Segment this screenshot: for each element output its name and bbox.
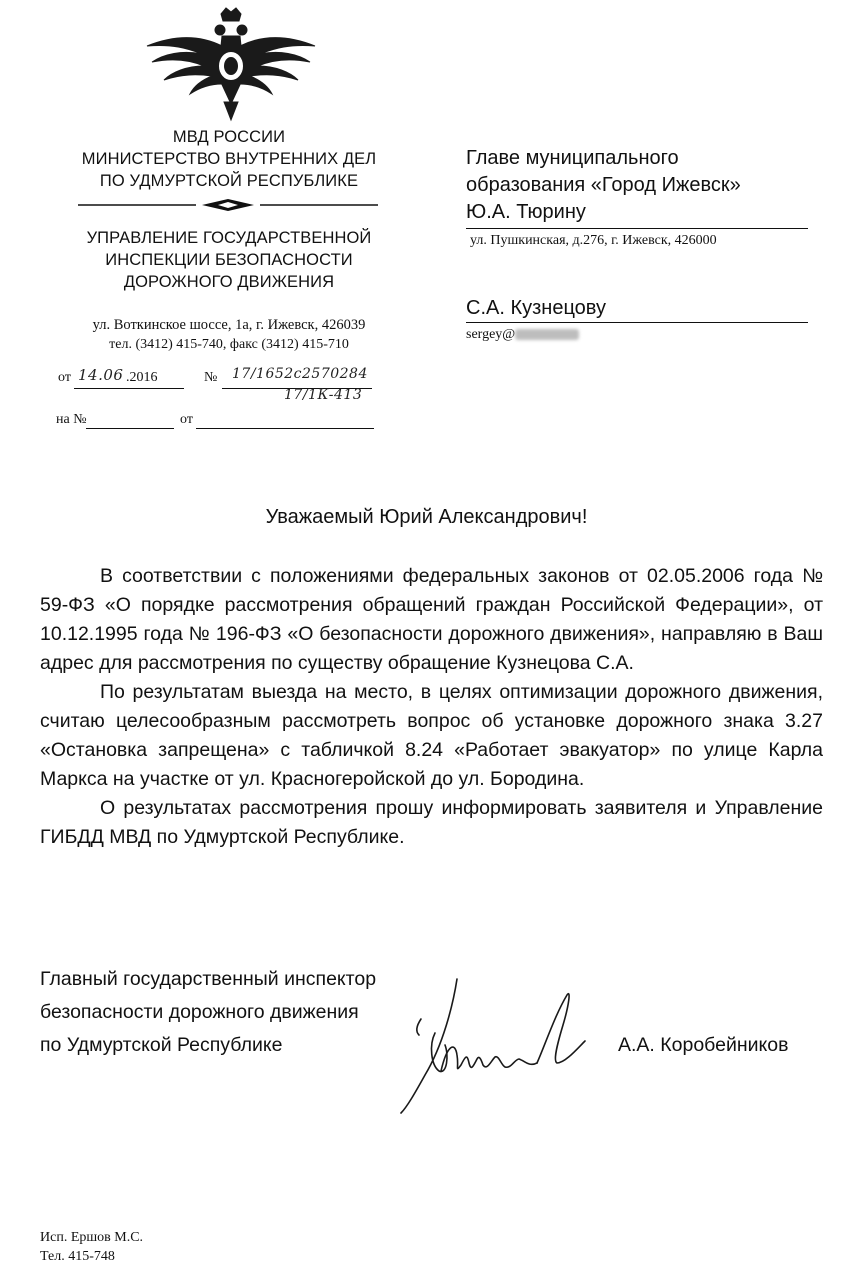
sender-dept-line-1: УПРАВЛЕНИЕ ГОСУДАРСТВЕННОЙ	[86, 229, 372, 247]
recipient-name: Ю.А. Тюрину	[466, 201, 586, 223]
sender-address: ул. Воткинское шоссе, 1а, г. Ижевск, 426039	[92, 317, 366, 333]
copy-recipient-email	[466, 327, 579, 343]
reg-number-handwritten: 17/1652с2570284	[232, 366, 368, 382]
body-paragraph-1: В соответствии с положениями федеральных законов от 02.05.2006 года № 59-ФЗ «О порядке рассмотрения обращений граждан Российской Федерации», от 10.12.1995 года № 196-ФЗ «О безопасности дорожного движения», направляю в Ваш адрес для рассмотрения по существу обращение Кузнецова С.А.	[40, 565, 823, 674]
body-paragraph-3: О результатах рассмотрения прошу информировать заявителя и Управление ГИБДД МВД по Удмуртской Республике.	[40, 797, 823, 848]
handwritten-signature-icon	[395, 975, 615, 1115]
greeting: Уважаемый Юрий Александрович!	[265, 506, 588, 528]
sender-org-line-1: МВД РОССИИ	[172, 128, 286, 146]
letter-body	[40, 562, 823, 852]
signer-title-line-1: Главный государственный инспектор	[40, 968, 377, 990]
body-paragraph-2: По результатам выезда на место, в целях оптимизации дорожного движения, считаю целесообразным рассмотреть вопрос об установке дорожного знака 3.27 «Остановка запрещена» с табличкой 8.24 «Работает эвакуатор» по улице Карла Маркса на участке от ул. Красногеройской до ул. Бородина.	[40, 681, 823, 790]
copy-recipient-name: С.А. Кузнецову	[466, 297, 606, 319]
sender-phone: тел. (3412) 415-740, факс (3412) 415-710	[109, 337, 349, 352]
mvd-emblem-icon	[142, 6, 320, 124]
recipient-line-2: образования «Город Ижевск»	[466, 174, 741, 196]
recipient-underline	[466, 228, 808, 229]
email-redaction-blur	[515, 329, 579, 340]
reply-from-underline	[196, 428, 374, 429]
reg-date-underline	[74, 388, 184, 389]
signer-title-line-2: безопасности дорожного движения	[40, 1001, 359, 1023]
recipient-address: ул. Пушкинская, д.276, г. Ижевск, 426000	[470, 233, 717, 248]
reply-no-underline	[86, 428, 174, 429]
reg-from-label: от	[58, 370, 71, 385]
executor-name: Исп. Ершов М.С.	[40, 1230, 144, 1245]
reply-from-label: от	[180, 412, 193, 427]
reg-date-handwritten: 14.06	[78, 366, 124, 384]
reply-no-label: на №	[56, 412, 87, 427]
sender-org-line-3: ПО УДМУРТСКОЙ РЕСПУБЛИКЕ	[99, 172, 359, 190]
sender-dept-line-3: ДОРОЖНОГО ДВИЖЕНИЯ	[123, 273, 335, 291]
reg-date-year: .2016	[126, 370, 158, 385]
recipient-line-1: Главе муниципального	[466, 147, 679, 169]
reg-no-label: №	[204, 370, 218, 385]
reg-number-sub-handwritten: 17/1К-413	[284, 387, 363, 403]
signer-name: А.А. Коробейников	[618, 1034, 789, 1056]
sender-dept-line-2: ИНСПЕКЦИИ БЕЗОПАСНОСТИ	[105, 251, 353, 269]
sender-org-line-2: МИНИСТЕРСТВО ВНУТРЕННИХ ДЕЛ	[81, 150, 377, 168]
signer-title-line-3: по Удмуртской Республике	[40, 1034, 283, 1056]
executor-phone: Тел. 415-748	[40, 1249, 115, 1264]
divider-ornament-icon	[78, 198, 378, 212]
copy-recipient-underline	[466, 322, 808, 323]
copy-email-user: sergey@	[466, 327, 516, 342]
